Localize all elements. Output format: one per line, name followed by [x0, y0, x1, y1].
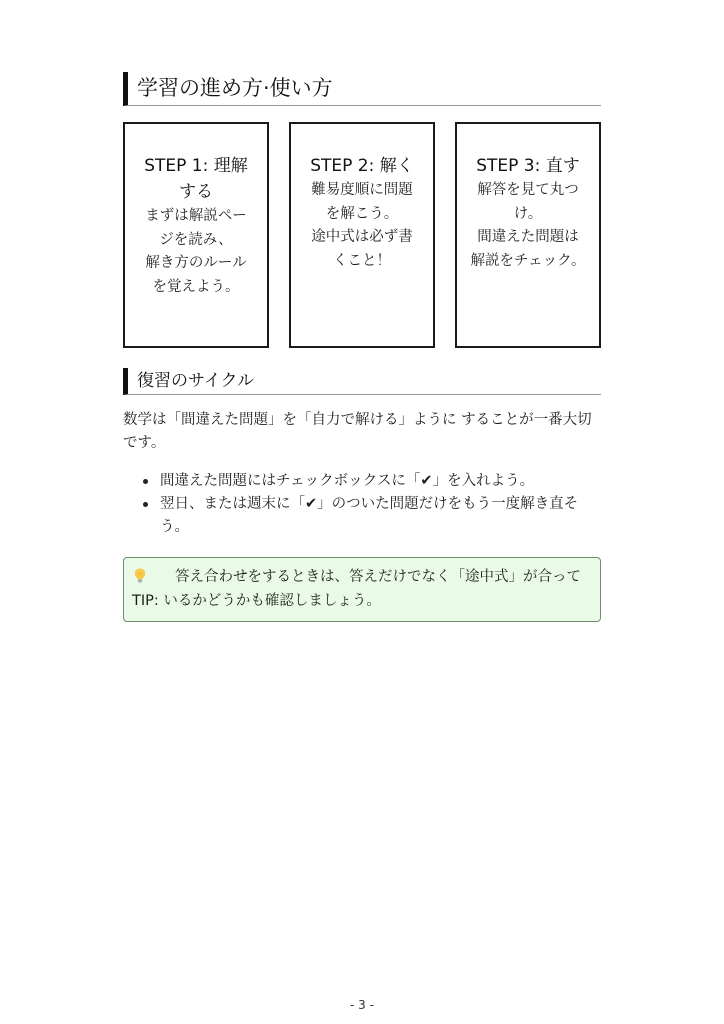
intro-paragraph: 数学は「間違えた問題」を「自力で解ける」ように することが一番大切です。 — [123, 412, 592, 451]
step-text-line: を解こう。 — [325, 205, 399, 222]
list-item — [123, 493, 601, 539]
list-item-text: 間違えた問題にはチェックボックスに「✔」を入れよう。 — [160, 473, 535, 489]
step-text-line: くこと！ — [333, 252, 391, 269]
step-text-line: 間違えた問題は — [477, 229, 579, 246]
step-card-3 — [455, 122, 601, 348]
page-number: - 3 - — [350, 998, 374, 1012]
list-item — [123, 470, 601, 493]
step-text-line: 難易度順に問題 — [311, 182, 413, 198]
step-title: STEP 2: 解く — [310, 156, 414, 176]
step-title: STEP 1: 理解する — [144, 156, 248, 202]
step-text-line: まずは解説ペー — [145, 208, 247, 224]
step-text-line: ジを読み、 — [159, 231, 233, 248]
step-card-1 — [123, 122, 269, 348]
lightbulb-icon — [134, 568, 146, 583]
tip-text: いるかどうかも確認しましょう。 — [163, 593, 381, 609]
step-text-line: 解説をチェック。 — [470, 252, 586, 269]
bullet-dot — [143, 479, 148, 484]
section-heading-study-method: 学習の進め方·使い方 — [123, 72, 601, 106]
tip-text: 答え合わせをするときは、答えだけでなく「途中式」が合って — [175, 569, 581, 585]
bullet-list — [123, 470, 601, 539]
step-text-line: 解答を見て丸つ — [477, 182, 579, 198]
tip-label: TIP: — [132, 593, 159, 609]
step-cards — [123, 122, 601, 348]
tip-line-1 — [132, 565, 592, 589]
step-text-line: け。 — [513, 205, 543, 222]
step-text-line: 解き方のルール — [145, 255, 247, 272]
step-text-line: を覚えよう。 — [152, 278, 240, 295]
bullet-dot — [143, 502, 148, 507]
step-text-line: 途中式は必ず書 — [311, 229, 413, 246]
list-item-text: 翌日、または週末に「✔」のついた問題だけをもう一度解き直そう。 — [160, 496, 579, 535]
section-heading-review-cycle: 復習のサイクル — [123, 368, 601, 395]
step-title: STEP 3: 直す — [476, 156, 580, 176]
tip-line-2 — [132, 589, 592, 613]
step-card-2 — [289, 122, 435, 348]
tip-box — [123, 557, 601, 622]
